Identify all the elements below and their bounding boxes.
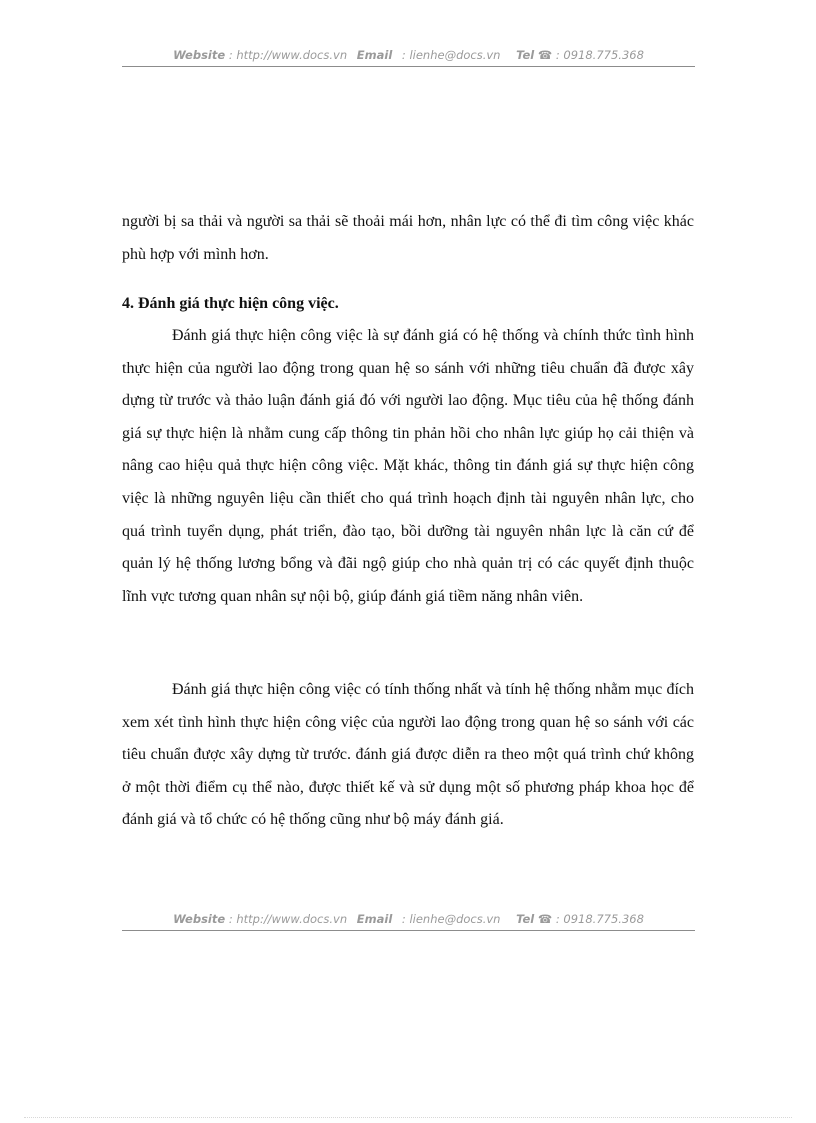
- header-tel-label: Tel: [516, 48, 535, 62]
- paragraph-characteristics: [122, 674, 694, 837]
- footer-website-link[interactable]: : http://www.docs.vn: [228, 912, 348, 926]
- header-website-label: Website: [173, 48, 226, 62]
- paragraph-text: Đánh giá thực hiện công việc là sự đánh giá có hệ thống và chính thức tình hình thực hiện của người lao động trong quan hệ so sánh với những tiêu chuẩn đã được xây dựng từ trước và thảo luận đánh giá đó với người lao động. Mục tiêu của hệ thống đánh giá sự thực hiện là nhằm cung cấp thông tin phản hồi cho nhân lực giúp họ cải thiện và nâng cao hiệu quả thực hiện công việc. Mặt khác, thông tin đánh giá sự thực hiện công việc là những nguyên liệu cần thiết cho quá trình hoạch định tài nguyên nhân lực, cho quá trình tuyển dụng, phát triển, đào tạo, bồi dưỡng tài nguyên nhân lực là căn cứ để quản lý hệ thống lương bổng và đãi ngộ giúp cho nhà quản trị có các quyết định thuộc lĩnh vực tương quan nhân sự nội bộ, giúp đánh giá tiềm năng nhân viên.: [122, 327, 694, 605]
- page-footer: [122, 912, 695, 931]
- section-heading: 4. Đánh giá thực hiện công việc.: [122, 295, 339, 312]
- header-email-label: Email: [356, 48, 393, 62]
- footer-email-label: Email: [356, 912, 393, 926]
- telephone-icon: ☎: [537, 912, 553, 926]
- header-email-link[interactable]: : lienhe@docs.vn: [401, 48, 501, 62]
- paragraph-text: Đánh giá thực hiện công việc có tính thống nhất và tính hệ thống nhằm mục đích xem xét tình hình thực hiện công việc của người lao động trong quan hệ so sánh với các tiêu chuẩn được xây dựng từ trước. đánh giá được diễn ra theo một quá trình chứ không ở một thời điểm cụ thể nào, được thiết kế và sử dụng một số phương pháp khoa học để đánh giá và tổ chức có hệ thống cũng như bộ máy đánh giá.: [122, 681, 694, 829]
- footer-website-label: Website: [173, 912, 226, 926]
- header-website-link[interactable]: : http://www.docs.vn: [228, 48, 348, 62]
- page-edge-divider: [24, 1117, 792, 1118]
- paragraph-definition: [122, 320, 694, 613]
- paragraph-text: người bị sa thải và người sa thải sẽ thoải mái hơn, nhân lực có thể đi tìm công việc khác phù hợp với mình hơn.: [122, 213, 694, 263]
- telephone-icon: ☎: [537, 48, 553, 62]
- page-header: [122, 48, 695, 67]
- paragraph-continuation: [122, 206, 694, 271]
- footer-email-link[interactable]: : lienhe@docs.vn: [401, 912, 501, 926]
- header-tel-value: : 0918.775.368: [555, 48, 644, 62]
- footer-tel-label: Tel: [516, 912, 535, 926]
- footer-tel-value: : 0918.775.368: [555, 912, 644, 926]
